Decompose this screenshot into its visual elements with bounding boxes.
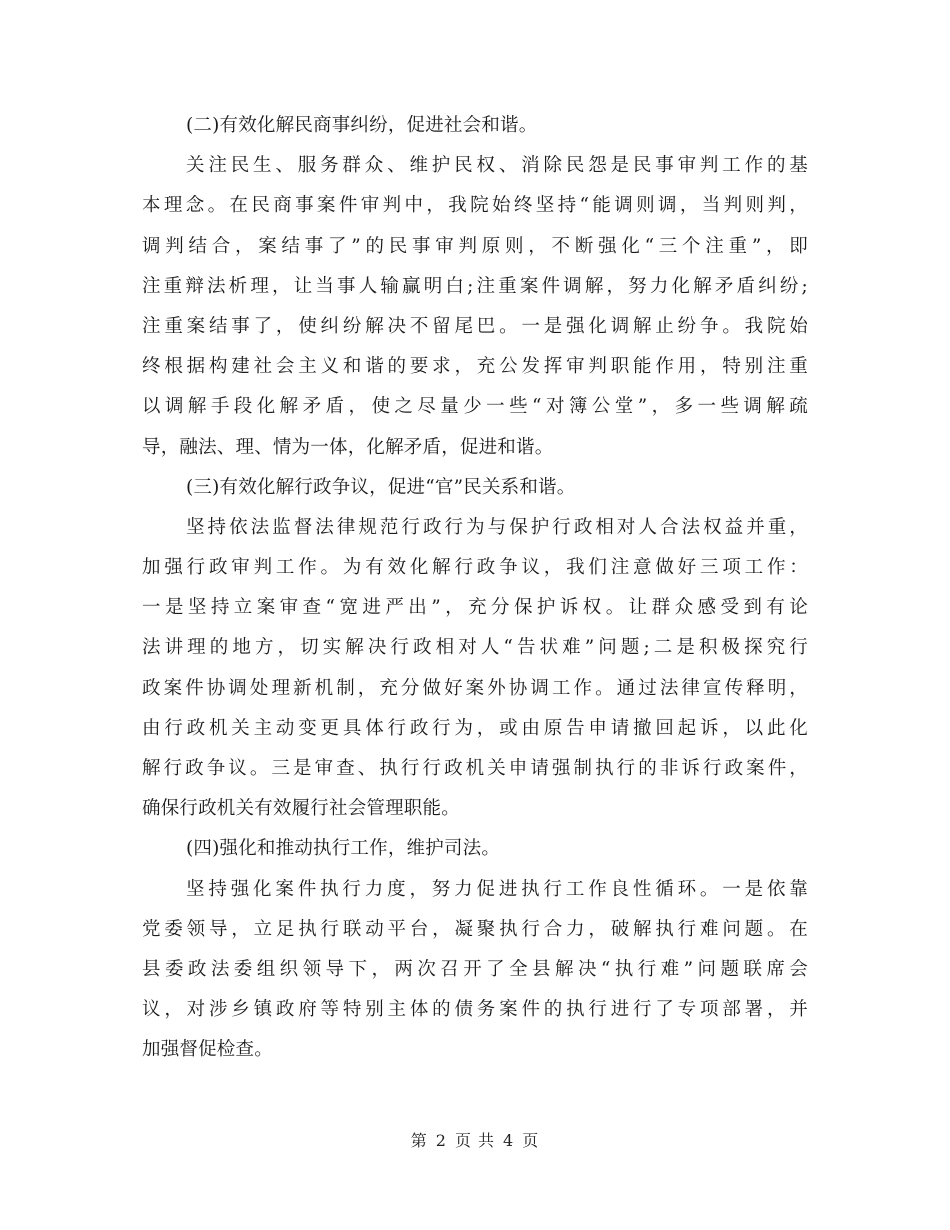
text-line: 政案件协调处理新机制，充分做好案外协调工作。通过法律宣传释明，	[142, 677, 808, 699]
text-line: (三)有效化解行政争议，促进“官”民关系和谐。	[186, 476, 576, 498]
text-line: 确保行政机关有效履行社会管理职能。	[142, 798, 460, 820]
text-line: (二)有效化解民商事纠纷，促进社会和谐。	[186, 115, 538, 136]
page-footer	[0, 1128, 950, 1151]
text-line: 县委政法委组织领导下，两次召开了全县解决“执行难”问题联席会	[142, 958, 808, 980]
text-line: 加强督促检查。	[142, 1039, 273, 1061]
page-footer-suffix: 页	[522, 1131, 540, 1150]
text-line: 议，对涉乡镇政府等特别主体的债务案件的执行进行了专项部署，并	[142, 999, 808, 1021]
text-line: 一是坚持立案审查“宽进严出”，充分保护诉权。让群众感受到有论	[142, 597, 808, 619]
text-line: 坚持依法监督法律规范行政行为与保护行政相对人合法权益并重，	[186, 516, 808, 538]
document-body	[142, 106, 808, 1071]
text-line: 加强行政审判工作。为有效化解行政争议，我们注意做好三项工作：	[142, 557, 808, 579]
text-line: 解行政争议。三是审查、执行行政机关申请强制执行的非诉行政案件，	[142, 758, 808, 779]
text-line: 注重辩法析理，让当事人输赢明白;注重案件调解，努力化解矛盾纠纷;	[142, 275, 808, 297]
text-line: 导，融法、理、情为一体，化解矛盾，促进和谐。	[142, 436, 554, 458]
page-footer-prefix: 第	[410, 1131, 428, 1150]
text-line: 法讲理的地方，切实解决行政相对人“告状难”问题;二是积极探究行	[142, 637, 808, 659]
text-line: 注重案结事了，使纠纷解决不留尾巴。一是强化调解止纷争。我院始	[142, 315, 808, 337]
text-line: 由行政机关主动变更具体行政行为，或由原告申请撤回起诉，以此化	[142, 717, 808, 739]
text-line: 坚持强化案件执行力度，努力促进执行工作良性循环。一是依靠	[186, 878, 808, 900]
text-line: 关注民生、服务群众、维护民权、消除民怨是民事审判工作的基	[186, 155, 808, 177]
text-line: 终根据构建社会主义和谐的要求，充公发挥审判职能作用，特别注重	[142, 356, 808, 378]
text-line: 本理念。在民商事案件审判中，我院始终坚持“能调则调，当判则判，	[142, 195, 808, 217]
text-line: 以调解手段化解矛盾，使之尽量少一些“对簿公堂”，多一些调解疏	[142, 396, 808, 418]
text-line: (四)强化和推动执行工作，维护司法。	[186, 838, 501, 860]
text-line: 调判结合，案结事了”的民事审判原则，不断强化“三个注重”，即	[142, 235, 808, 257]
page-current-number: 2	[435, 1131, 447, 1150]
text-line: 党委领导，立足执行联动平台，凝聚执行合力，破解执行难问题。在	[142, 918, 808, 940]
page-total-number: 4	[503, 1131, 515, 1150]
page-footer-middle: 页 共	[454, 1131, 496, 1150]
